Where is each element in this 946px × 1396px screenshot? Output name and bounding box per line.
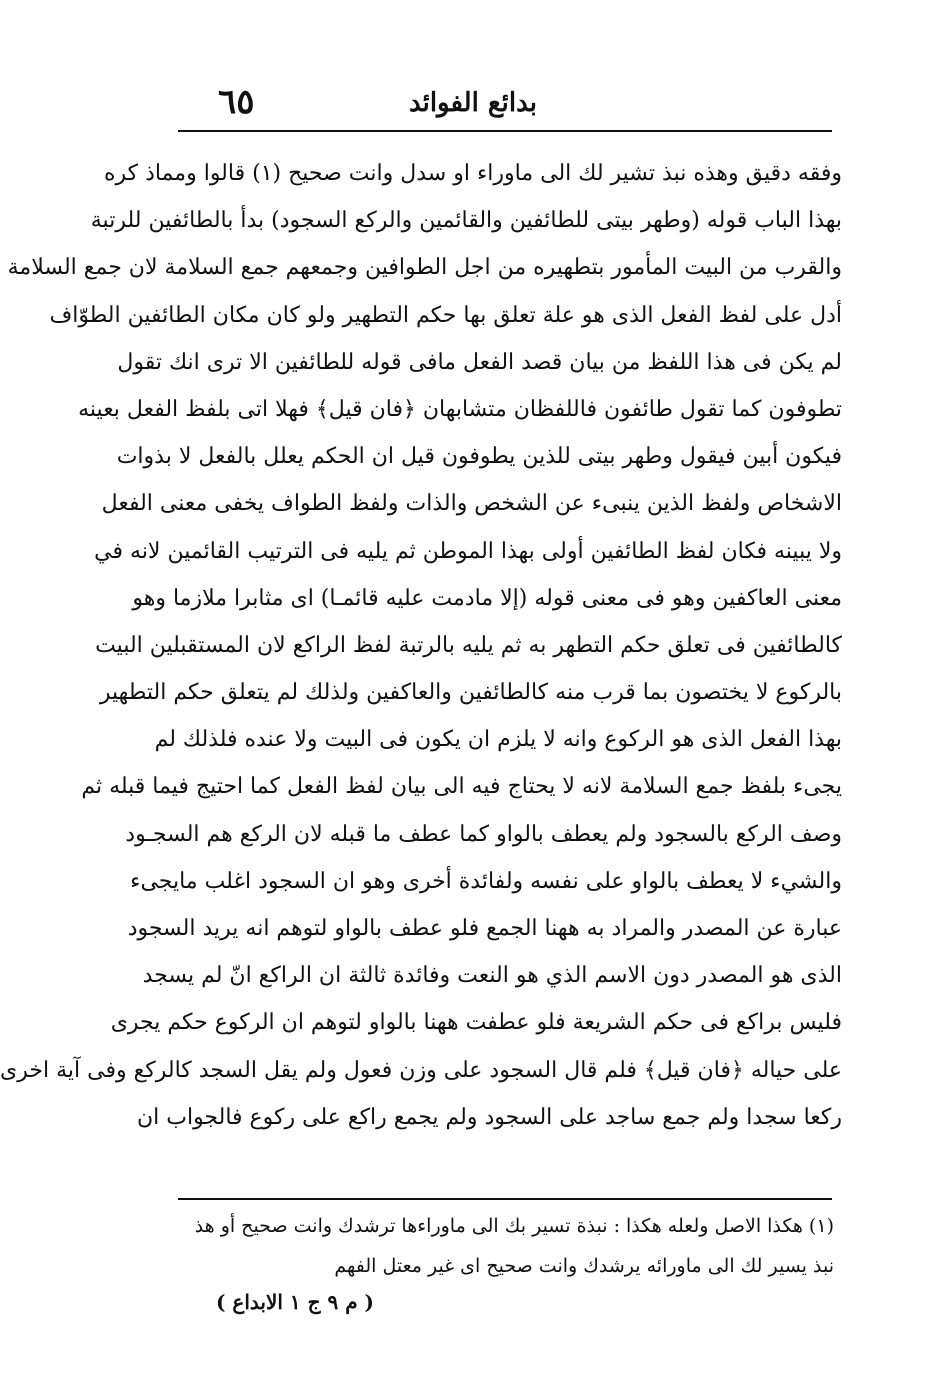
printer-signature xyxy=(178,1290,834,1314)
text-line: وفقه دقيق وهذه نبذ تشير لك الى ماوراء او سدل وانت صحيح (١) قالوا ومماذ كره xyxy=(103,161,842,186)
text-line: على حياله ﴿فان قيل﴾ فلم قال السجود على وزن فعول ولم يقل السجد كالركع وفى آية اخرى xyxy=(0,1057,842,1083)
text-line: بهذا الباب قوله (وطهر بيتى للطائفين والقائمين والركع السجود) بدأ بالطائفين للرتبة xyxy=(90,208,842,234)
text-line: معنى العاكفين وهو فى معنى قوله (إلا مادمت عليه قائمـا) اى مثابرا ملازما وهو xyxy=(132,585,842,611)
header-divider xyxy=(178,130,832,132)
main-text xyxy=(0,150,842,1141)
text-line: بهذا الفعل الذى هو الركوع وانه لا يلزم ان يكون فى البيت ولا عنده فلذلك لم xyxy=(154,727,842,753)
text-line: لم يكن فى هذا اللفظ من بيان قصد الفعل مافى قوله للطائفين الا ترى انك تقول xyxy=(117,349,842,375)
text-line: ولا يبينه فكان لفظ الطائفين أولى بهذا الموطن ثم يليه فى الترتيب القائمين لانه في xyxy=(94,538,842,564)
text-line: أدل على لفظ الفعل الذى هو علة تعلق بها حكم التطهير ولو كان مكان الطائفين الطوّاف xyxy=(49,302,842,328)
footnote-divider xyxy=(178,1198,832,1200)
footnotes xyxy=(178,1206,834,1286)
text-line: ركعا سجدا ولم جمع ساجد على السجود ولم يجمع راكع على ركوع فالجواب ان xyxy=(136,1104,842,1130)
text-line: كالطائفين فى تعلق حكم التطهر به ثم يليه بالرتبة لفظ الراكع لان المستقبلين البيت xyxy=(95,632,842,658)
running-head xyxy=(178,82,828,132)
footnote-line: (١) هكذا الاصل ولعله هكذا : نبذة تسير بك الى ماوراءها ترشدك وانت صحيح أو هذ xyxy=(194,1215,834,1237)
text-line: تطوفون كما تقول طائفون فاللفظان متشابهان ﴿فان قيل﴾ فهلا اتى بلفظ الفعل بعينه xyxy=(78,396,842,422)
signature-text: ( م ٩ ج ١ الابداع ) xyxy=(216,1290,375,1314)
text-line: عبارة عن المصدر والمراد به ههنا الجمع فلو عطف بالواو لتوهم انه يريد السجود xyxy=(127,916,842,941)
book-title: بدائع الفوائد xyxy=(408,88,538,118)
text-line: فليس براكع فى حكم الشريعة فلو عطفت ههنا بالواو لتوهم ان الركوع حكم يجرى xyxy=(110,1010,842,1036)
text-line: بالركوع لا يختصون بما قرب منه كالطائفين والعاكفين ولذلك لم يتعلق حكم التطهير xyxy=(99,680,842,706)
text-line: فيكون أبين فيقول وطهر بيتى للذين يطوفون قيل ان الحكم يعلل بالفعل لا بذوات xyxy=(116,444,842,470)
footnote-line: نبذ يسير لك الى ماورائه يرشدك وانت صحيح اى غير معتل الفهم xyxy=(334,1255,834,1277)
text-line: الذى هو المصدر دون الاسم الذي هو النعت وفائدة ثالثة ان الراكع انّ لم يسجد xyxy=(142,963,842,989)
page-number: ٦٥ xyxy=(218,82,255,122)
text-line: والشيء لا يعطف بالواو على نفسه ولفائدة أخرى وهو ان السجود اغلب مايجىء xyxy=(130,868,842,894)
text-line: والقرب من البيت المأمور بتطهيره من اجل الطوافين وجمعهم جمع السلامة لان جمع السلامة xyxy=(7,255,842,281)
text-line: يجىء بلفظ جمع السلامة لانه لا يحتاج فيه الى بيان لفظ الفعل كما احتيج فيما قبله ثم xyxy=(81,774,842,800)
text-line: الاشخاص ولفظ الذين ينبىء عن الشخص والذات ولفظ الطواف يخفى معنى الفعل xyxy=(101,491,842,517)
text-line: وصف الركع بالسجود ولم يعطف بالواو كما عطف ما قبله لان الركع هم السجـود xyxy=(125,821,842,847)
